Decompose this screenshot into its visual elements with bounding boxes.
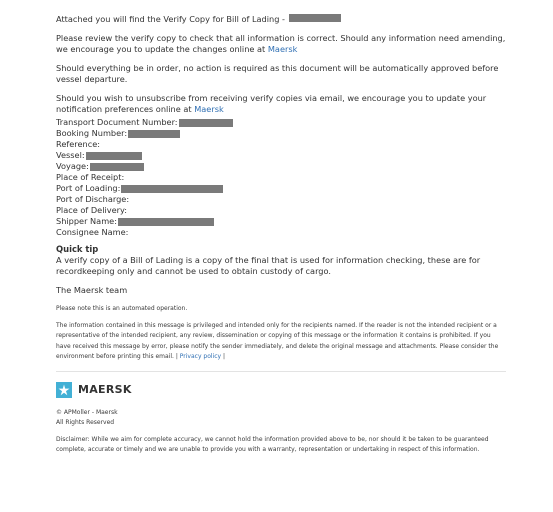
review-maersk-link[interactable]: Maersk (267, 44, 298, 54)
field-place-of-delivery (56, 205, 506, 216)
field-reference (56, 139, 506, 150)
maersk-star-icon (56, 382, 72, 398)
field-label: Port of Loading: (56, 183, 121, 193)
maersk-logo (56, 382, 506, 398)
field-shipper-name (56, 216, 506, 227)
rights-reserved: All Rights Reserved (56, 419, 115, 426)
confidentiality-notice (56, 321, 506, 363)
field-port-of-discharge (56, 194, 506, 205)
unsubscribe-text: Should you wish to unsubscribe from receiving verify copies via email, we encourage you to update your notification preferences online at (56, 93, 487, 114)
field-consignee-name (56, 227, 506, 238)
divider (56, 371, 506, 372)
email-body (56, 14, 506, 462)
copyright: © APMoller - Maersk (56, 408, 118, 416)
quick-tip-body: A verify copy of a Bill of Lading is a copy of the final that is used for information checking, these are for recordkeeping only and cannot be used to obtain custody of cargo. (56, 255, 481, 276)
redacted-value (179, 119, 233, 127)
intro-paragraph (56, 14, 506, 25)
redacted-value (86, 152, 142, 160)
field-label: Place of Receipt: (56, 172, 125, 182)
field-transport-document-number (56, 117, 506, 128)
maersk-logo-text: MAERSK (78, 383, 132, 396)
field-port-of-loading (56, 183, 506, 194)
intro-text: Attached you will find the Verify Copy for Bill of Lading - (56, 14, 288, 24)
field-voyage (56, 161, 506, 172)
redacted-value (128, 130, 180, 138)
redacted-value (90, 163, 144, 171)
field-label: Booking Number: (56, 128, 128, 138)
shipment-fields (56, 117, 506, 238)
field-label: Shipper Name: (56, 216, 117, 226)
redacted-bl-number (289, 14, 341, 22)
no-action-paragraph: Should everything be in order, no action is required as this document will be automatically approved before vessel departure. (56, 63, 499, 84)
field-booking-number (56, 128, 506, 139)
quick-tip-title: Quick tip (56, 244, 99, 254)
field-label: Voyage: (56, 161, 89, 171)
automated-note: Please note this is an automated operation. (56, 305, 188, 312)
redacted-value (121, 185, 223, 193)
review-text: Please review the verify copy to check that all information is correct. Should any information need amending, we encourage you to update the changes online at (56, 33, 506, 54)
privacy-suffix: | (221, 353, 225, 360)
signature-team: The Maersk team (56, 285, 128, 295)
review-paragraph (56, 33, 506, 55)
redacted-value (118, 218, 214, 226)
confidentiality-text: The information contained in this message is privileged and intended only for the recipients named. If the reader is not the intended recipient or a representative of the intended recipient, any review, dissemination or copying of this message or the information it contains is prohibited. If you have received this message by error, please notify the sender immediately, and delete the original message and attachments. Please consider the environment before printing this email. | (56, 321, 499, 360)
field-place-of-receipt (56, 172, 506, 183)
field-vessel (56, 150, 506, 161)
field-label: Port of Discharge: (56, 194, 130, 204)
field-label: Vessel: (56, 150, 85, 160)
field-label: Place of Delivery: (56, 205, 128, 215)
field-label: Reference: (56, 139, 100, 149)
field-label: Transport Document Number: (56, 117, 178, 127)
field-label: Consignee Name: (56, 227, 129, 237)
privacy-policy-link[interactable]: Privacy policy (179, 353, 222, 360)
disclaimer: Disclaimer: While we aim for complete accuracy, we cannot hold the information provided above to be, nor should it be taken to be guaranteed complete, accurate or timely and we are unable to provide you with a warranty, representation or undertaking in respect of this information. (56, 435, 489, 453)
unsubscribe-paragraph (56, 93, 506, 115)
unsubscribe-maersk-link[interactable]: Maersk (194, 104, 224, 114)
